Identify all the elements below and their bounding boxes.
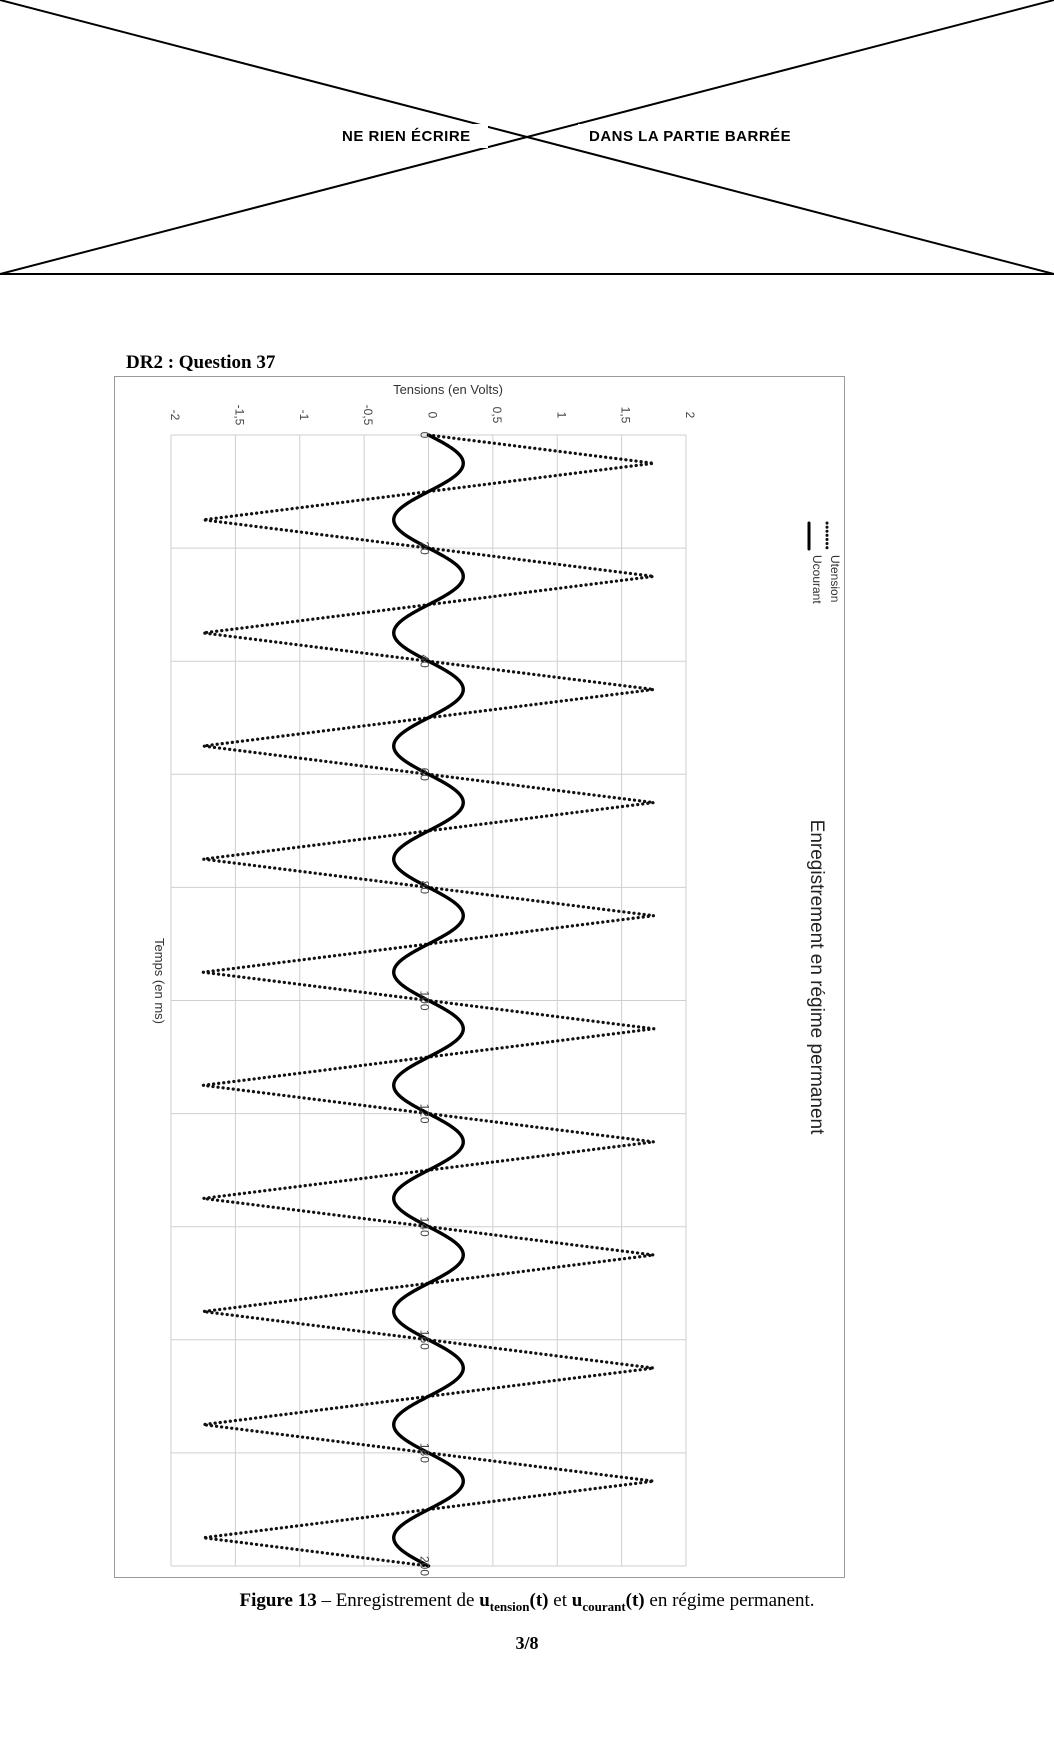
y-tick-label: 1,5 <box>618 406 633 424</box>
x-tick-label: 140 <box>417 1216 432 1237</box>
x-tick-label: 0 <box>417 431 432 439</box>
caption-u-tension: u <box>479 1590 490 1611</box>
x-tick-label: 100 <box>417 990 432 1011</box>
x-tick-label: 20 <box>417 541 432 555</box>
x-tick-label: 40 <box>417 654 432 668</box>
x-tick-label: 160 <box>417 1329 432 1350</box>
banner-right-text: DANS LA PARTIE BARRÉE <box>589 128 792 145</box>
chart <box>115 377 846 1579</box>
y-tick-label: -1 <box>296 409 311 421</box>
section-title: DR2 : Question 37 <box>126 352 276 373</box>
y-tick-label: 1 <box>554 411 569 419</box>
figure-caption <box>0 1590 1054 1615</box>
x-axis-title: Temps (en ms) <box>152 938 167 1024</box>
banner-left-text: NE RIEN ÉCRIRE <box>342 128 471 145</box>
y-tick-label: -1,5 <box>232 404 247 426</box>
y-tick-label: 0 <box>425 411 440 419</box>
caption-u-tension-sub: tension <box>489 1598 530 1614</box>
x-tick-label: 200 <box>417 1555 432 1577</box>
y-tick-label: 0,5 <box>489 406 504 424</box>
caption-u-courant-sub: courant <box>582 1598 626 1614</box>
caption-text-3: en régime permanent. <box>644 1590 815 1611</box>
x-tick-label: 60 <box>417 767 432 781</box>
legend-label-ucourant: Ucourant <box>810 555 824 604</box>
x-tick-label: 180 <box>417 1442 432 1463</box>
caption-text-2: et <box>548 1590 572 1611</box>
legend-label-utension: Utension <box>828 555 842 603</box>
caption-u-courant-arg: (t) <box>625 1590 645 1611</box>
chart-frame <box>114 376 845 1578</box>
chart-title: Enregistrement en régime permanent <box>806 819 827 1135</box>
caption-label: Figure 13 <box>239 1590 317 1611</box>
caption-u-tension-arg: (t) <box>529 1590 549 1611</box>
chart-legend <box>809 523 842 604</box>
crossed-out-banner <box>0 0 1054 280</box>
y-tick-label: 2 <box>683 411 697 419</box>
y-tick-label: -0,5 <box>361 404 376 426</box>
caption-text-1: – Enregistrement de <box>316 1590 480 1611</box>
caption-u-courant: u <box>571 1590 583 1611</box>
y-axis-title: Tensions (en Volts) <box>393 382 503 397</box>
x-tick-label: 120 <box>417 1103 432 1124</box>
page-number: 3/8 <box>515 1633 539 1653</box>
x-tick-label: 80 <box>417 880 432 895</box>
y-tick-label: -2 <box>168 409 182 421</box>
